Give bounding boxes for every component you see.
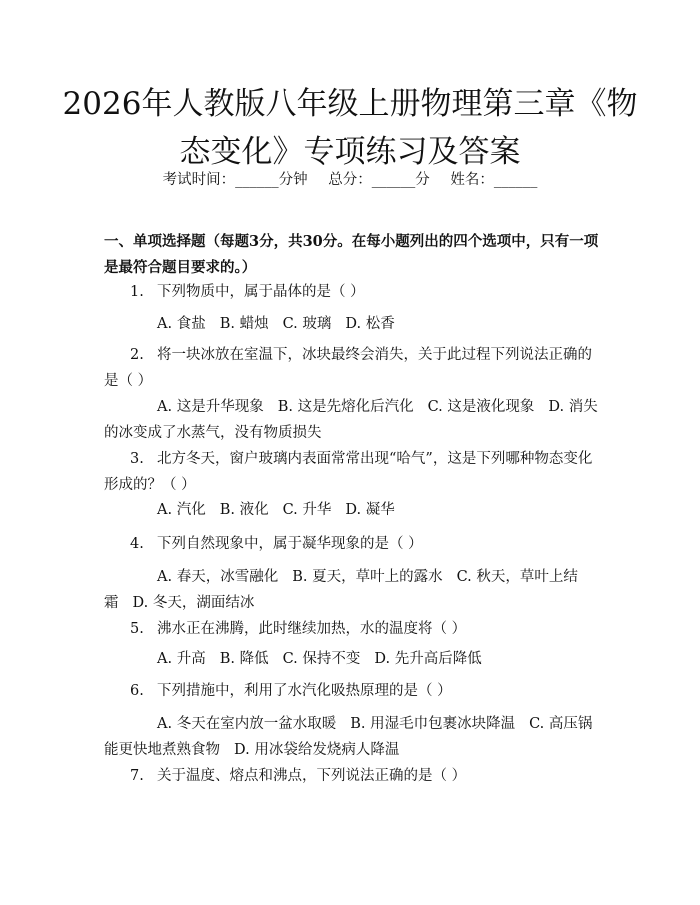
option: A. 这是升华现象 xyxy=(157,399,264,415)
question-3-options xyxy=(104,497,600,523)
option: C. 高压锅能更快地煮熟食物 xyxy=(104,716,593,758)
question-7: 7. 关于温度、熔点和沸点，下列说法正确的是（ ） xyxy=(130,768,467,784)
option: C. 保持不变 xyxy=(282,651,361,667)
total-score: 总分：______分 xyxy=(328,172,430,188)
option: B. 蜡烛 xyxy=(219,316,269,332)
exam-time: 考试时间：______分钟 xyxy=(162,172,308,188)
question-3: 3. 北方冬天，窗户玻璃内表面常常出现“哈气”，这是下列哪种物态变化形成的？（ ） xyxy=(104,451,593,493)
option: B. 液化 xyxy=(219,502,269,518)
option: D. 冬天，湖面结冰 xyxy=(132,595,255,611)
question-1: 1. 下列物质中，属于晶体的是（ ） xyxy=(130,284,365,300)
question-6-options xyxy=(104,711,600,763)
option: D. 凝华 xyxy=(345,502,395,518)
question-1-options xyxy=(104,311,600,337)
option: A. 升高 xyxy=(157,651,206,667)
option: B. 用湿毛巾包裹冰块降温 xyxy=(350,716,516,732)
question-5-options xyxy=(104,646,600,672)
option: A. 汽化 xyxy=(157,502,206,518)
student-name: 姓名：______ xyxy=(450,172,538,188)
option: C. 这是液化现象 xyxy=(427,399,535,415)
question-6: 6. 下列措施中，利用了水汽化吸热原理的是（ ） xyxy=(130,683,452,699)
option: A. 冬天在室内放一盆水取暖 xyxy=(157,716,337,732)
option: D. 先升高后降低 xyxy=(374,651,482,667)
question-2-options xyxy=(104,394,600,446)
option: D. 用冰袋给发烧病人降温 xyxy=(234,742,400,758)
page-title: 2026年人教版八年级上册物理第三章《物态变化》专项练习及答案 xyxy=(62,86,638,170)
option: B. 夏天，草叶上的露水 xyxy=(292,569,443,585)
option: C. 升华 xyxy=(282,502,332,518)
option: C. 玻璃 xyxy=(282,316,332,332)
question-4: 4. 下列自然现象中，属于凝华现象的是（ ） xyxy=(130,536,423,552)
option: B. 这是先熔化后汽化 xyxy=(277,399,414,415)
option: C. 秋天，草叶上结霜 xyxy=(104,569,578,611)
question-4-options xyxy=(104,564,600,616)
option: A. 食盐 xyxy=(157,316,206,332)
question-5: 5. 沸水正在沸腾，此时继续加热，水的温度将（ ） xyxy=(130,621,467,637)
option: D. 松香 xyxy=(345,316,395,332)
option: A. 春天，冰雪融化 xyxy=(157,569,279,585)
option: B. 降低 xyxy=(219,651,269,667)
option: D. 消失的冰变成了水蒸气，没有物质损失 xyxy=(104,399,598,441)
exam-info xyxy=(0,168,700,189)
question-2: 2. 将一块冰放在室温下，冰块最终会消失，关于此过程下列说法正确的是（ ） xyxy=(104,347,592,389)
section-heading: 一、单项选择题（每题3分，共30分。在每小题列出的四个选项中，只有一项是最符合题目要求的。） xyxy=(104,233,599,276)
